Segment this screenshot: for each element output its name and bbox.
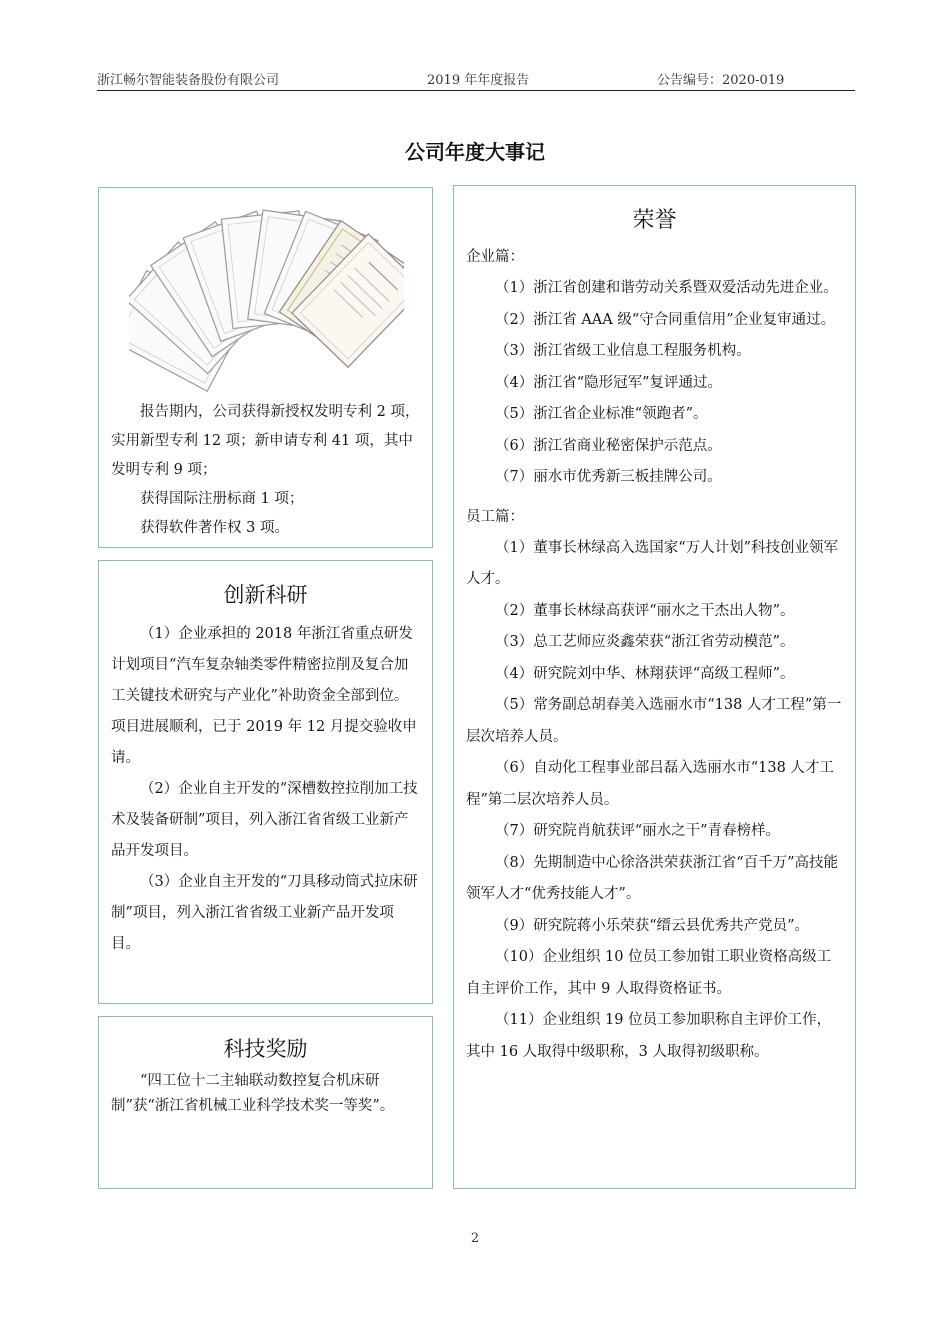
list-item: （1）企业承担的 2018 年浙江省重点研发计划项目“汽车复杂轴类零件精密拉削及复合加工关键技术研究与产业化”补助资金全部到位。项目进展顺利，已于 2019 年 12 月提交验收申请。 [111,626,417,766]
list-item: （8）先期制造中心徐洛洪荣获浙江省“百千万”高技能领军人才“优秀技能人才”。 [466,854,839,902]
enterprise-section-label: 企业篇： [466,249,524,265]
list-item: （1）浙江省创建和谐劳动关系暨双爱活动先进企业。 [495,280,838,296]
award-box [98,1016,433,1189]
list-item: （2）董事长林绿高获评“丽水之干杰出人物”。 [495,602,795,619]
list-item: （2）企业自主开发的“深槽数控拉削加工技术及装备研制”项目，列入浙江省省级工业新产品开发项目。 [111,781,418,859]
header-company: 浙江畅尔智能装备股份有限公司 [97,73,280,88]
list-item: （11）企业组织 19 位员工参加职称自主评价工作，其中 16 人取得中级职称，3 人取得初级职称。 [466,1012,832,1060]
list-item: （1）董事长林绿高入选国家“万人计划”科技创业领军人才。 [466,539,839,587]
award-text: “四工位十二主轴联动数控复合机床研制”获“浙江省机械工业科学技术奖一等奖”。 [111,1073,395,1114]
page-header [97,66,855,91]
list-item: （6）浙江省商业秘密保护示范点。 [495,437,722,454]
list-item: （3）总工艺师应炎鑫荣获“浙江省劳动模范”。 [495,634,795,650]
innovation-box [98,560,433,1004]
list-item: （3）浙江省级工业信息工程服务机构。 [495,343,751,359]
list-item: （10）企业组织 10 位员工参加钳工职业资格高级工自主评价工作，其中 9 人取得资格证书。 [466,949,832,997]
certificates-image [129,194,404,394]
header-report: 2019 年年度报告 [427,73,530,88]
software-copyright-line: 获得软件著作权 3 项。 [140,520,289,536]
section-gap [466,494,843,502]
page-number: 2 [470,1231,480,1246]
list-item: （5）浙江省企业标准“领跑者”。 [495,406,708,422]
list-item: （4）浙江省“隐形冠军”复评通过。 [495,374,723,391]
list-item: （7）研究院肖航获评“丽水之干”青春榜样。 [495,823,781,839]
certificate-fan [129,210,404,391]
honors-box [453,185,856,1189]
patents-box [98,187,433,548]
list-item: （6）自动化工程事业部吕磊入选丽水市“138 人才工程”第二层次培养人员。 [466,760,834,808]
honors-title: 荣誉 [632,208,677,233]
innovation-list [99,619,432,960]
list-item: （7）丽水市优秀新三板挂牌公司。 [495,469,722,485]
innovation-title: 创新科研 [223,583,308,607]
patents-line: 报告期内，公司获得新授权发明专利 2 项，实用新型专利 12 项；新申请专利 41 项，其中发明专利 9 项； [111,404,420,478]
list-item: （3）企业自主开发的“刀具移动筒式拉床研制”项目，列入浙江省省级工业新产品开发项目。 [111,874,418,952]
award-title: 科技奖励 [223,1037,308,1061]
trademark-line: 获得国际注册标商 1 项； [140,491,304,507]
page-title: 公司年度大事记 [405,140,545,164]
list-item: （9）研究院蒋小乐荣获“缙云县优秀共产党员”。 [495,917,810,934]
list-item: （4）研究院刘中华、林翔获评“高级工程师”。 [495,665,795,682]
staff-section-label: 员工篇： [466,508,524,525]
list-item: （2）浙江省 AAA 级“守合同重信用”企业复审通过。 [495,311,836,328]
header-notice-number: 公告编号：2020-019 [657,73,785,88]
honors-list [454,242,855,1068]
list-item: （5）常务副总胡春美入选丽水市“138 人才工程”第一层次培养人员。 [466,697,842,745]
award-body [99,1069,432,1119]
patents-text [111,398,423,543]
